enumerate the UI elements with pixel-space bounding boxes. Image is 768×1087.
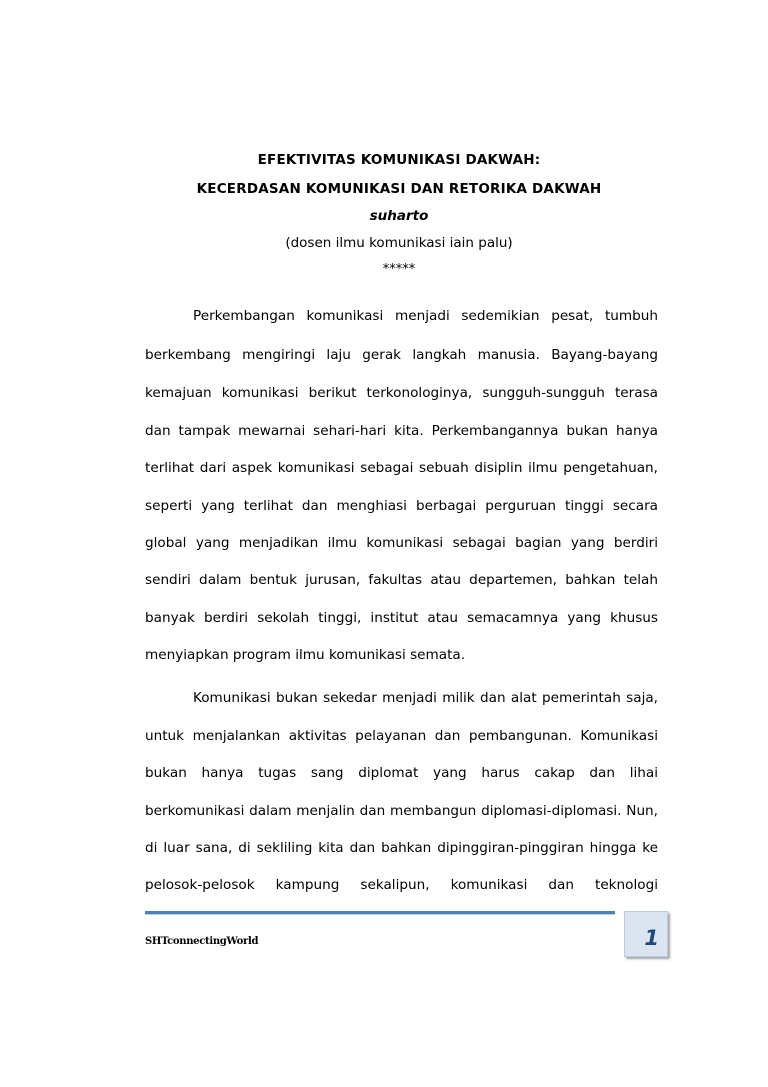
paragraph-1-line: seperti yang terlihat dan menghiasi berbagai perguruan tinggi secara bbox=[145, 498, 658, 514]
author-affiliation: (dosen ilmu komunikasi iain palu) bbox=[285, 235, 513, 251]
paragraph-1-line: terlihat dari aspek komunikasi sebagai sebuah disiplin ilmu pengetahuan, bbox=[145, 460, 658, 476]
paragraph-1-line: berkembang mengiringi laju gerak langkah manusia. Bayang-bayang bbox=[145, 347, 658, 363]
paragraph-2-line: di luar sana, di sekliling kita dan bahkan dipinggiran-pinggiran hingga ke bbox=[145, 840, 658, 856]
paragraph-1-line: global yang menjadikan ilmu komunikasi sebagai bagian yang berdiri bbox=[145, 535, 658, 551]
page-number: 1 bbox=[644, 926, 659, 950]
paragraph-2-line: bukan hanya tugas sang diplomat yang harus cakap dan lihai bbox=[145, 765, 658, 781]
title-line-1: EFEKTIVITAS KOMUNIKASI DAKWAH: bbox=[257, 152, 541, 168]
paragraph-1-line: Perkembangan komunikasi menjadi sedemikian pesat, tumbuh bbox=[193, 308, 658, 324]
page-number-box bbox=[624, 911, 668, 957]
paragraph-1-line: menyiapkan program ilmu komunikasi semata. bbox=[145, 647, 466, 663]
author-name: suharto bbox=[369, 208, 429, 224]
paragraph-2-line: Komunikasi bukan sekedar menjadi milik dan alat pemerintah saja, bbox=[193, 690, 658, 706]
paragraph-1-line: dan tampak mewarnai sehari-hari kita. Perkembangannya bukan hanya bbox=[145, 423, 658, 439]
paragraph-1-line: sendiri dalam bentuk jurusan, fakultas atau departemen, bahkan telah bbox=[145, 572, 658, 588]
section-separator: ***** bbox=[382, 262, 416, 277]
paragraph-1-line: kemajuan komunikasi berikut terkonologinya, sungguh-sungguh terasa bbox=[145, 385, 658, 401]
paragraph-2-line: berkomunikasi dalam menjalin dan membangun diplomasi-diplomasi. Nun, bbox=[145, 803, 658, 819]
paragraph-2-line: pelosok-pelosok kampung sekalipun, komunikasi dan teknologi bbox=[145, 877, 658, 893]
footer-divider-shade bbox=[145, 914, 615, 915]
paragraph-1-line: banyak berdiri sekolah tinggi, institut atau semacamnya yang khusus bbox=[145, 610, 658, 626]
title-line-2: KECERDASAN KOMUNIKASI DAN RETORIKA DAKWAH bbox=[196, 181, 602, 197]
paragraph-2-line: untuk menjalankan aktivitas pelayanan dan pembangunan. Komunikasi bbox=[145, 728, 658, 744]
footer-brand: SHTconnectingWorld bbox=[145, 936, 259, 947]
